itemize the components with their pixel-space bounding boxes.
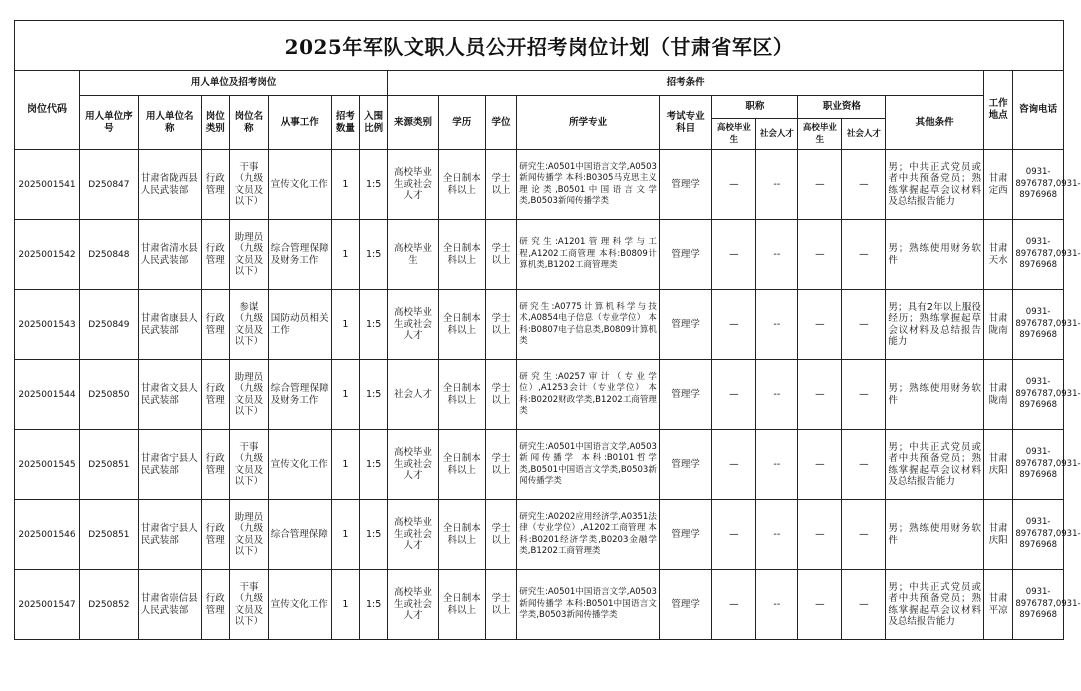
cell-work: 国防动员相关工作 xyxy=(268,290,331,360)
cell-count: 1 xyxy=(331,220,359,290)
cell-source: 高校毕业生 xyxy=(388,220,438,290)
cell-other: 男；中共正式党员或者中共预备党员；熟练掌握起草会议材料及总结报告能力 xyxy=(886,570,984,640)
cell-unit-no: D250848 xyxy=(80,220,139,290)
cell-qual-social: — xyxy=(842,220,886,290)
recruitment-table-container xyxy=(14,20,1081,640)
cell-qual-social: — xyxy=(842,360,886,430)
cell-phone: 0931-8976787,0931-8976968 xyxy=(1013,360,1064,430)
cell-title-social: -- xyxy=(756,430,798,500)
cell-other: 男；中共正式党员或者中共预备党员；熟练掌握起草会议材料及总结报告能力 xyxy=(886,430,984,500)
cell-major: 研究生:A0501中国语言文学,A0503新闻传播学 本科:B0101哲学类,B0501中国语言文学类,B0503新闻传播学类 xyxy=(517,430,660,500)
cell-unit-name: 甘肃省宁县人民武装部 xyxy=(138,500,201,570)
cell-ratio: 1:5 xyxy=(360,360,388,430)
cell-unit-no: D250849 xyxy=(80,290,139,360)
cell-title-grad: — xyxy=(712,570,756,640)
cell-location: 甘肃定西 xyxy=(983,150,1012,220)
page-title: 2025年军队文职人员公开招考岗位计划（甘肃省军区） xyxy=(15,21,1064,71)
cell-post-type: 行政管理 xyxy=(201,360,229,430)
cell-code: 2025001545 xyxy=(15,430,80,500)
cell-source: 社会人才 xyxy=(388,360,438,430)
cell-exam: 管理学 xyxy=(659,150,711,220)
cell-code: 2025001542 xyxy=(15,220,80,290)
cell-degree: 学士以上 xyxy=(485,220,516,290)
cell-phone: 0931-8976787,0931-8976968 xyxy=(1013,430,1064,500)
table-row xyxy=(15,220,1064,290)
cell-major: 研究生:A0775计算机科学与技术,A0854电子信息（专业学位） 本科:B0807电子信息类,B0809计算机类 xyxy=(517,290,660,360)
cell-other: 男；熟练使用财务软件 xyxy=(886,500,984,570)
cell-title-social: -- xyxy=(756,220,798,290)
cell-qual-grad: — xyxy=(798,430,842,500)
cell-unit-name: 甘肃省崇信县人民武装部 xyxy=(138,570,201,640)
cell-major: 研究生:A0202应用经济学,A0351法律（专业学位）,A1202工商管理 本科:B0201经济学类,B0203金融学类,B1202工商管理类 xyxy=(517,500,660,570)
cell-count: 1 xyxy=(331,430,359,500)
cell-exam: 管理学 xyxy=(659,290,711,360)
table-row xyxy=(15,570,1064,640)
cell-code: 2025001546 xyxy=(15,500,80,570)
cell-unit-no: D250851 xyxy=(80,500,139,570)
cell-education: 全日制本科以上 xyxy=(438,220,485,290)
cell-exam: 管理学 xyxy=(659,220,711,290)
header-title-social: 社会人才 xyxy=(756,119,798,150)
cell-count: 1 xyxy=(331,570,359,640)
cell-title-social: -- xyxy=(756,500,798,570)
cell-title-grad: — xyxy=(712,290,756,360)
cell-count: 1 xyxy=(331,290,359,360)
cell-work: 宣传文化工作 xyxy=(268,430,331,500)
cell-unit-name: 甘肃省陇西县人民武装部 xyxy=(138,150,201,220)
header-post-type: 岗位类别 xyxy=(201,96,229,150)
cell-phone: 0931-8976787,0931-8976968 xyxy=(1013,500,1064,570)
cell-post-type: 行政管理 xyxy=(201,220,229,290)
cell-exam: 管理学 xyxy=(659,360,711,430)
cell-phone: 0931-8976787,0931-8976968 xyxy=(1013,290,1064,360)
header-degree: 学位 xyxy=(485,96,516,150)
cell-title-grad: — xyxy=(712,220,756,290)
cell-unit-no: D250852 xyxy=(80,570,139,640)
cell-other: 男；熟练使用财务软件 xyxy=(886,220,984,290)
header-qual-grad: 高校毕业生 xyxy=(798,119,842,150)
cell-source: 高校毕业生或社会人才 xyxy=(388,290,438,360)
header-qual-social: 社会人才 xyxy=(842,119,886,150)
header-ratio: 入围比例 xyxy=(360,96,388,150)
header-unit-no: 用人单位序 号 xyxy=(80,96,139,150)
cell-education: 全日制本科以上 xyxy=(438,570,485,640)
cell-education: 全日制本科以上 xyxy=(438,430,485,500)
table-body xyxy=(15,150,1081,640)
header-other: 其他条件 xyxy=(886,96,984,150)
header-title-group: 职称 xyxy=(712,96,798,119)
cell-exam: 管理学 xyxy=(659,570,711,640)
cell-source: 高校毕业生或社会人才 xyxy=(388,500,438,570)
cell-post-name: 干事（九级文员及以下） xyxy=(229,570,268,640)
cell-post-type: 行政管理 xyxy=(201,150,229,220)
header-work: 从事工作 xyxy=(268,96,331,150)
header-qualification-group: 职业资格 xyxy=(798,96,886,119)
cell-degree: 学士以上 xyxy=(485,500,516,570)
cell-count: 1 xyxy=(331,150,359,220)
cell-post-name: 助理员（九级文员及以下） xyxy=(229,360,268,430)
header-location: 工作地点 xyxy=(983,71,1012,150)
cell-qual-social: — xyxy=(842,290,886,360)
cell-other: 男；中共正式党员或者中共预备党员；熟练掌握起草会议材料及总结报告能力 xyxy=(886,150,984,220)
cell-title-grad: — xyxy=(712,360,756,430)
header-education: 学历 xyxy=(438,96,485,150)
header-title-grad: 高校毕业生 xyxy=(712,119,756,150)
cell-unit-name: 甘肃省清水县人民武装部 xyxy=(138,220,201,290)
cell-major: 研究生:A1201管理科学与工程,A1202工商管理 本科:B0809计算机类,B1202工商管理类 xyxy=(517,220,660,290)
cell-degree: 学士以上 xyxy=(485,290,516,360)
cell-post-type: 行政管理 xyxy=(201,290,229,360)
header-source: 来源类别 xyxy=(388,96,438,150)
cell-count: 1 xyxy=(331,360,359,430)
cell-title-social: -- xyxy=(756,360,798,430)
header-conditions-group: 招考条件 xyxy=(388,71,984,96)
cell-unit-no: D250851 xyxy=(80,430,139,500)
cell-work: 宣传文化工作 xyxy=(268,570,331,640)
cell-ratio: 1:5 xyxy=(360,570,388,640)
cell-ratio: 1:5 xyxy=(360,150,388,220)
cell-title-grad: — xyxy=(712,150,756,220)
cell-location: 甘肃天水 xyxy=(983,220,1012,290)
cell-post-name: 助理员（九级文员及以下） xyxy=(229,220,268,290)
cell-code: 2025001547 xyxy=(15,570,80,640)
cell-major: 研究生:A0501中国语言文学,A0503新闻传播学 本科:B0501中国语言文学类,B0503新闻传播学类 xyxy=(517,570,660,640)
cell-unit-no: D250847 xyxy=(80,150,139,220)
header-count: 招考数量 xyxy=(331,96,359,150)
recruitment-table xyxy=(14,20,1081,640)
cell-source: 高校毕业生或社会人才 xyxy=(388,430,438,500)
header-unit-name: 用人单位名 称 xyxy=(138,96,201,150)
cell-count: 1 xyxy=(331,500,359,570)
cell-phone: 0931-8976787,0931-8976968 xyxy=(1013,220,1064,290)
cell-source: 高校毕业生或社会人才 xyxy=(388,150,438,220)
cell-education: 全日制本科以上 xyxy=(438,150,485,220)
cell-ratio: 1:5 xyxy=(360,220,388,290)
header-phone: 咨询电话 xyxy=(1013,71,1064,150)
cell-phone: 0931-8976787,0931-8976968 xyxy=(1013,570,1064,640)
table-row xyxy=(15,500,1064,570)
cell-post-type: 行政管理 xyxy=(201,430,229,500)
cell-work: 综合管理保障及财务工作 xyxy=(268,220,331,290)
cell-degree: 学士以上 xyxy=(485,360,516,430)
cell-post-name: 助理员（九级文员及以下） xyxy=(229,500,268,570)
cell-code: 2025001541 xyxy=(15,150,80,220)
cell-exam: 管理学 xyxy=(659,500,711,570)
cell-source: 高校毕业生或社会人才 xyxy=(388,570,438,640)
cell-qual-grad: — xyxy=(798,500,842,570)
cell-education: 全日制本科以上 xyxy=(438,360,485,430)
cell-degree: 学士以上 xyxy=(485,430,516,500)
cell-location: 甘肃平凉 xyxy=(983,570,1012,640)
cell-qual-grad: — xyxy=(798,150,842,220)
cell-work: 宣传文化工作 xyxy=(268,150,331,220)
cell-qual-grad: — xyxy=(798,570,842,640)
cell-title-social: -- xyxy=(756,150,798,220)
cell-education: 全日制本科以上 xyxy=(438,500,485,570)
cell-degree: 学士以上 xyxy=(485,570,516,640)
header-post-name: 岗位名称 xyxy=(229,96,268,150)
cell-other: 男；熟练使用财务软件 xyxy=(886,360,984,430)
cell-phone: 0931-8976787,0931-8976968 xyxy=(1013,150,1064,220)
cell-other: 男；具有2年以上服役经历；熟练掌握起草会议材料及总结报告能力 xyxy=(886,290,984,360)
cell-code: 2025001543 xyxy=(15,290,80,360)
cell-post-name: 干事（九级文员及以下） xyxy=(229,430,268,500)
cell-qual-grad: — xyxy=(798,220,842,290)
cell-qual-social: — xyxy=(842,430,886,500)
cell-post-type: 行政管理 xyxy=(201,570,229,640)
cell-location: 甘肃陇南 xyxy=(983,290,1012,360)
header-exam-subject: 考试专业科目 xyxy=(659,96,711,150)
cell-major: 研究生:A0501中国语言文学,A0503新闻传播学 本科:B0305马克思主义理论类,B0501中国语言文学类,B0503新闻传播学类 xyxy=(517,150,660,220)
cell-post-name: 干事（九级文员及以下） xyxy=(229,150,268,220)
cell-degree: 学士以上 xyxy=(485,150,516,220)
cell-unit-name: 甘肃省宁县人民武装部 xyxy=(138,430,201,500)
header-major: 所学专业 xyxy=(517,96,660,150)
cell-ratio: 1:5 xyxy=(360,290,388,360)
table-row xyxy=(15,360,1064,430)
cell-qual-social: — xyxy=(842,500,886,570)
cell-location: 甘肃庆阳 xyxy=(983,430,1012,500)
cell-qual-grad: — xyxy=(798,360,842,430)
cell-code: 2025001544 xyxy=(15,360,80,430)
cell-title-grad: — xyxy=(712,430,756,500)
cell-title-social: -- xyxy=(756,570,798,640)
header-post-code: 岗位代码 xyxy=(15,71,80,150)
cell-exam: 管理学 xyxy=(659,430,711,500)
cell-post-type: 行政管理 xyxy=(201,500,229,570)
cell-work: 综合管理保障及财务工作 xyxy=(268,360,331,430)
cell-education: 全日制本科以上 xyxy=(438,290,485,360)
cell-unit-no: D250850 xyxy=(80,360,139,430)
table-row xyxy=(15,290,1064,360)
cell-post-name: 参谋（九级文员及以下） xyxy=(229,290,268,360)
header-employer-group: 用人单位及招考岗位 xyxy=(80,71,388,96)
cell-major: 研究生:A0257审计（专业学位）,A1253会计（专业学位） 本科:B0202财政学类,B1202工商管理类 xyxy=(517,360,660,430)
table-row xyxy=(15,150,1064,220)
cell-work: 综合管理保障 xyxy=(268,500,331,570)
cell-location: 甘肃陇南 xyxy=(983,360,1012,430)
cell-ratio: 1:5 xyxy=(360,430,388,500)
cell-qual-social: — xyxy=(842,570,886,640)
cell-title-grad: — xyxy=(712,500,756,570)
cell-qual-social: — xyxy=(842,150,886,220)
cell-location: 甘肃庆阳 xyxy=(983,500,1012,570)
cell-qual-grad: — xyxy=(798,290,842,360)
cell-unit-name: 甘肃省康县人民武装部 xyxy=(138,290,201,360)
cell-unit-name: 甘肃省文县人民武装部 xyxy=(138,360,201,430)
cell-ratio: 1:5 xyxy=(360,500,388,570)
table-row xyxy=(15,430,1064,500)
cell-title-social: -- xyxy=(756,290,798,360)
